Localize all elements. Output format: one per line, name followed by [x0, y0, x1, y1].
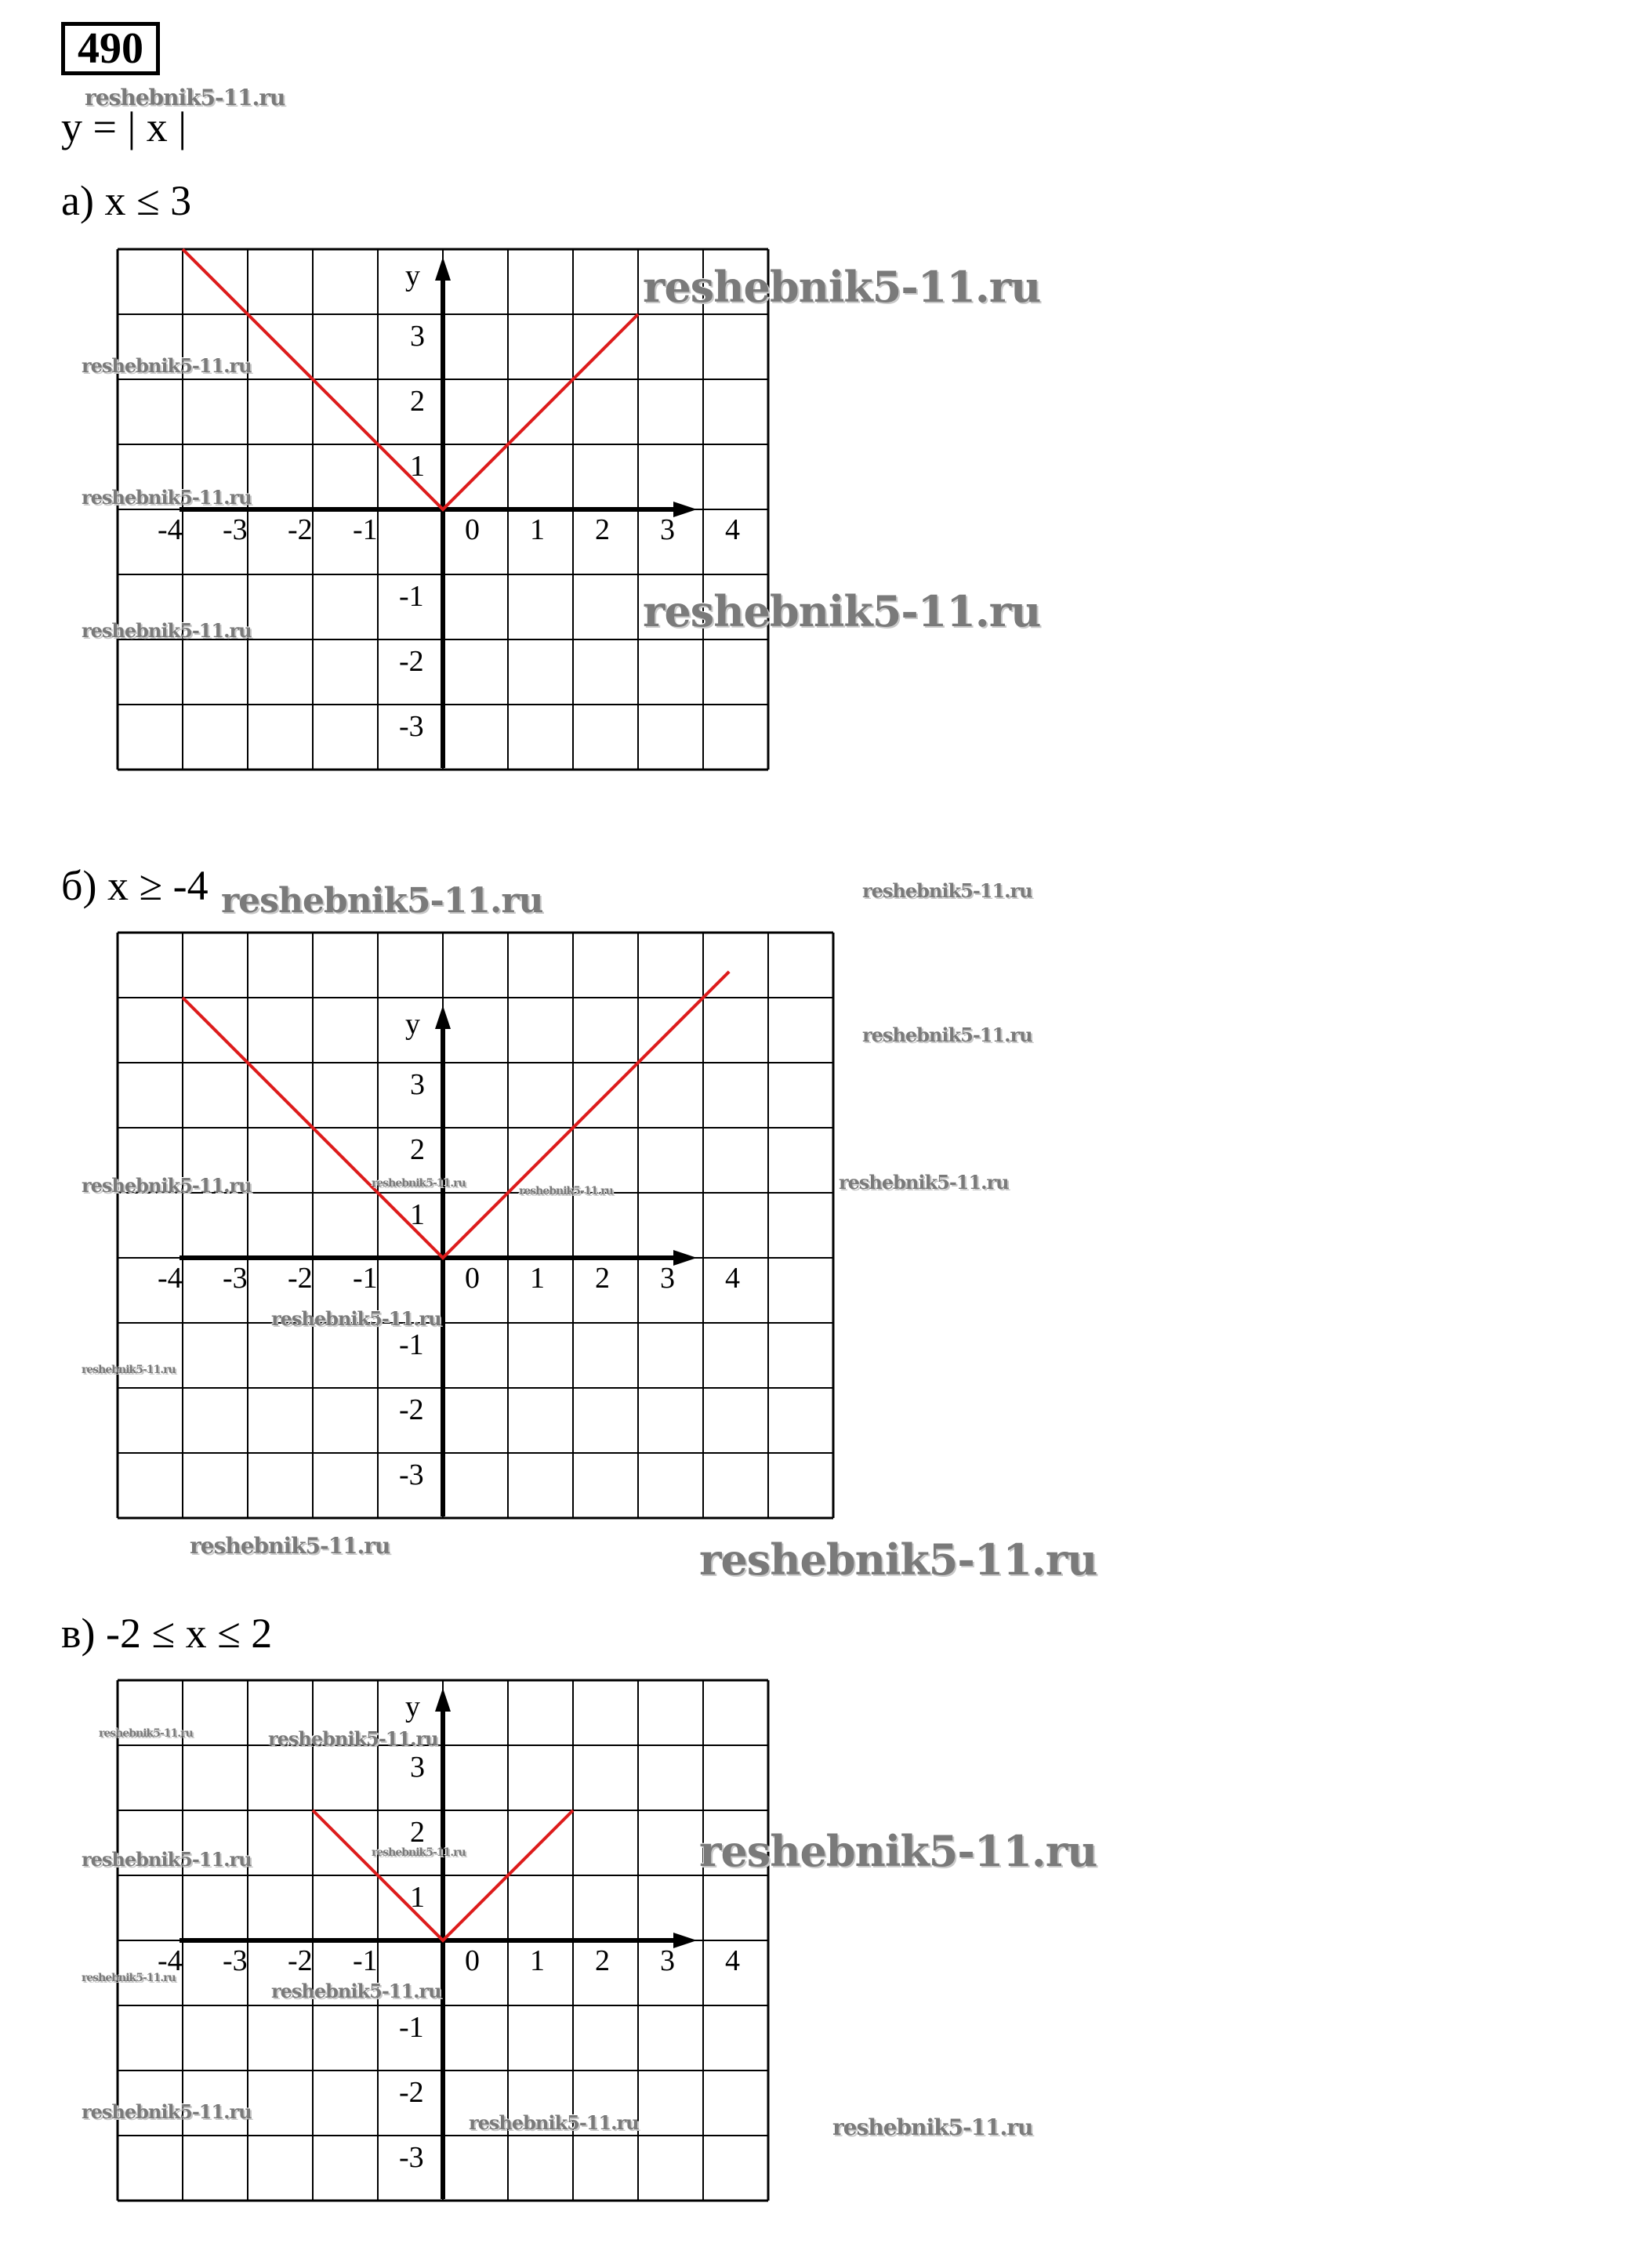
watermark: reshebnik5-11.ru: [271, 1307, 441, 1330]
chart-a-title: а) x ≤ 3: [61, 177, 192, 224]
watermark: reshebnik5-11.ru: [643, 262, 1041, 312]
chart-c-title: в) -2 ≤ x ≤ 2: [61, 1610, 273, 1657]
y-tick-label: -1: [399, 1328, 424, 1361]
problem-number-box: 490: [61, 22, 160, 75]
watermark: reshebnik5-11.ru: [268, 1727, 438, 1750]
x-tick-label: -1: [353, 1262, 378, 1295]
y-tick-label: -2: [399, 1393, 424, 1426]
x-tick-label: -1: [353, 1944, 378, 1977]
x-tick-label: 1: [530, 513, 545, 546]
x-tick-label: 3: [660, 513, 675, 546]
watermark: reshebnik5-11.ru: [82, 1848, 252, 1871]
watermark: reshebnik5-11.ru: [832, 2114, 1033, 2140]
x-tick-label: 3: [660, 1262, 675, 1295]
y-tick-label: 3: [410, 1068, 425, 1101]
y-axis-label: y: [405, 1008, 420, 1041]
watermark: reshebnik5-11.ru: [82, 486, 252, 509]
graph-b: [118, 933, 839, 1544]
x-tick-label: 4: [725, 1944, 740, 1977]
watermark: reshebnik5-11.ru: [99, 1727, 193, 1740]
watermark: reshebnik5-11.ru: [699, 1534, 1097, 1585]
x-tick-label: 0: [465, 1262, 480, 1295]
watermark: reshebnik5-11.ru: [221, 881, 543, 921]
watermark: reshebnik5-11.ru: [190, 1533, 390, 1559]
y-tick-label: -1: [399, 2011, 424, 2044]
watermark: reshebnik5-11.ru: [862, 1023, 1032, 1046]
watermark: reshebnik5-11.ru: [82, 619, 252, 642]
watermark: reshebnik5-11.ru: [82, 1972, 176, 1984]
y-tick-label: 3: [410, 1751, 425, 1784]
watermark: reshebnik5-11.ru: [372, 1846, 466, 1859]
x-tick-label: 3: [660, 1944, 675, 1977]
x-tick-label: -4: [158, 1944, 183, 1977]
watermark: reshebnik5-11.ru: [699, 1826, 1097, 1876]
y-axis-arrow: [435, 1688, 451, 1712]
x-tick-label: -3: [223, 1262, 248, 1295]
y-tick-label: 1: [410, 1198, 425, 1231]
y-tick-label: -2: [399, 2076, 424, 2109]
x-tick-label: 0: [465, 513, 480, 546]
x-tick-label: 2: [595, 1944, 610, 1977]
function-line: [183, 972, 729, 1258]
x-tick-label: -3: [223, 513, 248, 546]
watermark: reshebnik5-11.ru: [372, 1177, 466, 1190]
x-tick-label: -2: [288, 1262, 313, 1295]
y-axis-label: y: [405, 1690, 420, 1723]
x-tick-label: -2: [288, 1944, 313, 1977]
y-tick-label: 1: [410, 450, 425, 483]
y-axis-label: y: [405, 259, 420, 292]
watermark: reshebnik5-11.ru: [519, 1185, 613, 1197]
watermark: reshebnik5-11.ru: [839, 1171, 1009, 1194]
y-tick-label: 1: [410, 1881, 425, 1914]
x-axis-arrow: [673, 502, 697, 517]
y-tick-label: -3: [399, 710, 424, 743]
watermark: reshebnik5-11.ru: [862, 879, 1032, 902]
x-tick-label: 2: [595, 513, 610, 546]
y-tick-label: -1: [399, 580, 424, 613]
x-tick-label: -4: [158, 513, 183, 546]
x-tick-label: 2: [595, 1262, 610, 1295]
y-tick-label: -3: [399, 2141, 424, 2174]
y-tick-label: 2: [410, 1133, 425, 1166]
watermark: reshebnik5-11.ru: [643, 586, 1041, 636]
watermark: reshebnik5-11.ru: [82, 2100, 252, 2123]
chart-b-title: б) x ≥ -4: [61, 862, 209, 909]
watermark: reshebnik5-11.ru: [82, 1174, 252, 1197]
watermark: reshebnik5-11.ru: [82, 354, 252, 377]
watermark: reshebnik5-11.ru: [82, 1364, 176, 1376]
x-axis-arrow: [673, 1933, 697, 1948]
x-tick-label: 0: [465, 1944, 480, 1977]
watermark: reshebnik5-11.ru: [469, 2111, 639, 2134]
x-tick-label: 1: [530, 1262, 545, 1295]
graph-c: [118, 1680, 776, 2221]
x-tick-label: -3: [223, 1944, 248, 1977]
x-tick-label: -4: [158, 1262, 183, 1295]
x-tick-label: 1: [530, 1944, 545, 1977]
y-tick-label: -3: [399, 1458, 424, 1491]
x-tick-label: 4: [725, 513, 740, 546]
y-tick-label: 2: [410, 385, 425, 418]
y-tick-label: 2: [410, 1816, 425, 1849]
y-axis-arrow: [435, 257, 451, 281]
graph-a: [118, 249, 776, 790]
y-tick-label: -2: [399, 645, 424, 678]
function-label: y = | x |: [61, 103, 187, 150]
watermark: reshebnik5-11.ru: [85, 85, 285, 111]
x-axis-arrow: [673, 1250, 697, 1266]
x-tick-label: 4: [725, 1262, 740, 1295]
y-axis-arrow: [435, 1005, 451, 1029]
x-tick-label: -2: [288, 513, 313, 546]
x-tick-label: -1: [353, 513, 378, 546]
watermark: reshebnik5-11.ru: [271, 1980, 441, 2002]
y-tick-label: 3: [410, 320, 425, 353]
